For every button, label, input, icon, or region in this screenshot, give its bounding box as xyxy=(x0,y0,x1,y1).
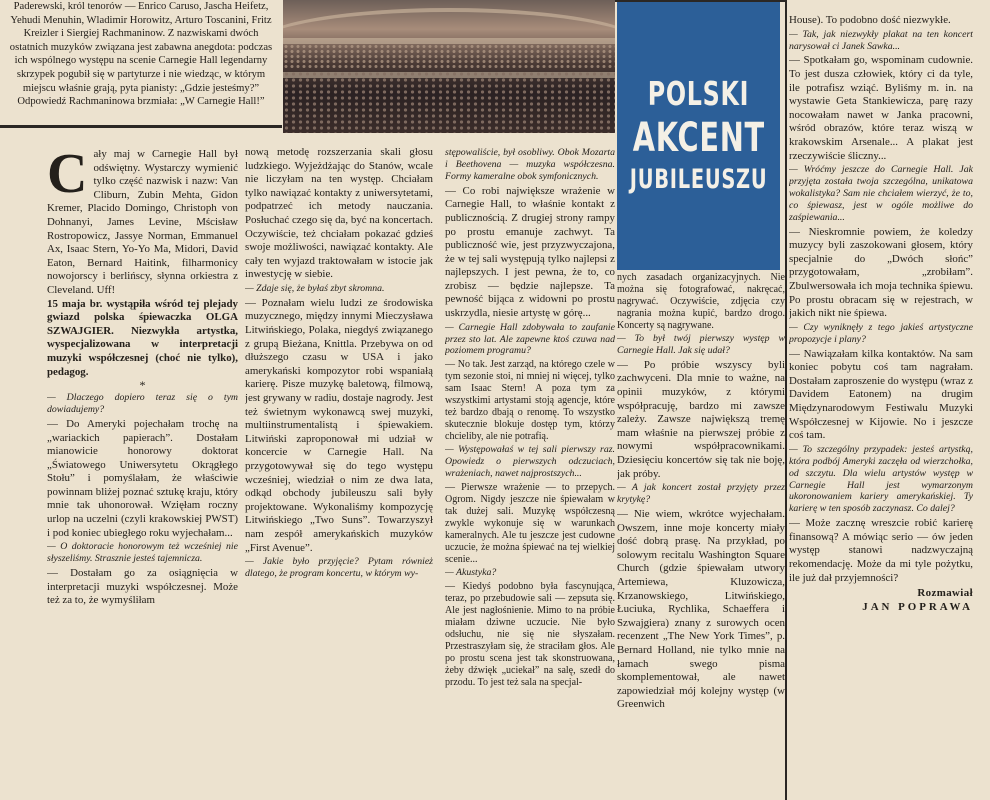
answer: nową metodę rozszerzania skali głosu ludzkiego. Wyjeżdżając do Stanów, wcale nie liczyłam na ten występ. Chciałam tylko nawiązać kontakty z uniwersytetami, podpatrzeć ich metody nauczania. Posłuchać czego się da, być na koncertach. Oczywiście, też chciałam pokazać gdzieś swoje możliwości, nawiązać kontakty. Ale cały ten wyjazd traktowałam w istocie jak inwestycję w siebie. xyxy=(245,146,433,281)
answer: — Spotkałam go, wspominam cudownie. To jest dusza człowiek, który ci da tyle, ile potrafisz wziąć. Byliśmy m. in. na wystawie Geta Stankiewicza, parę razy nocowałam nawet w Janka pracowni, wśród obrazów, które teraz wiszą w krakowskim Arsenale... A plakat jest rzeczywiście śliczny... xyxy=(789,54,973,162)
question: — Wróćmy jeszcze do Carnegie Hall. Jak przyjęta została twoja szczególna, unikatowa wokalistyka? Sam nie chciałem wierzyć, że to, co śpiewasz, jest w ogóle możliwe do zaśpiewania... xyxy=(789,164,973,223)
question: — Jakie było przyjęcie? Pytam również dlatego, że program koncertu, w którym wy- xyxy=(245,556,433,580)
question: — O doktoracie honorowym też wcześniej nie słyszeliśmy. Strasznie jesteś tajemnicza. xyxy=(47,541,238,565)
answer: — No tak. Jest zarząd, na którego czele w tym sezonie stoi, ni mniej ni więcej, tylko sam Isaac Stern! A poza tym za wszystkimi artystami stoją agencje, które też bardzo dbają o renomę. To wszystko skutecznie blokuje dostęp tym, którzy chcieliby, ale nie potrafią. xyxy=(445,359,615,443)
question: — Zdaje się, że byłaś zbyt skromna. xyxy=(245,282,385,294)
question: — Tak, jak niezwykły plakat na ten koncert narysował ci Janek Sawka... xyxy=(789,28,973,52)
drop-cap: C xyxy=(47,148,88,205)
question: — A jak koncert został przyjęty przez krytykę? xyxy=(617,482,785,506)
column-divider xyxy=(785,0,787,800)
photo-audience xyxy=(283,71,615,133)
title-line-1: POLSKI xyxy=(647,74,750,113)
byline-label: Rozmawiał xyxy=(917,587,973,600)
photo-caption xyxy=(0,0,282,128)
answer: House). To podobno dość niezwykłe. xyxy=(789,14,951,26)
section-asterisk: * xyxy=(139,378,146,393)
question: — Carnegie Hall zdobywała to zaufanie przez sto lat. Ale zapewne ktoś czuwa nad poziomem programu? xyxy=(445,321,615,357)
answer: — Nawiązałam kilka kontaktów. Na sam koniec pobytu coś tam nagrałam. Dostałam zaproszenie do występu (wraz z Davidem Eatonem) na drugim Międzynarodowym Festiwalu Muzyki Współczesnej w Kijowie. No i jeszcze coś tam. xyxy=(789,347,973,442)
article-column-2 xyxy=(245,146,433,800)
answer: — Dostałam go za osiągnięcia w interpretacji muzyki współczesnej. Może też za to, że wymyśliłam xyxy=(47,567,238,607)
article-column-4 xyxy=(617,272,785,800)
article-column-1 xyxy=(47,148,238,800)
answer: — Po próbie wszyscy byli zachwyceni. Dla mnie to ważne, na opinii muzyków, z którymi współpracuję, bardzo mi zawsze zależy. Zawsze największą tremę mam właśnie na pierwszej próbie z nowymi współpracownikami. Dziesięciu koncertów się tak nie boję, jak próby. xyxy=(617,358,785,480)
question: — Akustyka? xyxy=(445,567,497,579)
title-panel xyxy=(617,2,780,270)
title-line-3: JUBILEUSZU xyxy=(629,164,768,195)
answer: — Nie wiem, wkrótce wyjechałam. Owszem, inne moje koncerty miały dość dobrą prasę. Na przykład, po solowym recitalu Washington Square Church (gdzie śpiewałam utwory Artemiewa, Kluzowicza, Krzanowskiego, Litwińskiego, Łuciuka, Rychlika, Schaeffera i Szwajgiera) znany z surowych ocen recenzent „The New York Times”, p. Bernard Holland, nie tylko mnie na łamach swego pisma skomplementował, ale nawet zapowiedział mój kolejny występ (w Greenwich xyxy=(617,507,785,711)
answer: — Do Ameryki pojechałam trochę na „wariackich papierach”. Dostałam mianowicie honorowy doktorat „Światowego Uniwersytetu Okrągłego Stołu” i pomyślałam, że właściwie powinnam bliżej poznać sztukę kraju, który mnie tak uhonorował. Wzięłam roczny urlop na uczelni (czyli krakowskiej PWST) i pod koniec ubiegłego roku wyjechałam... xyxy=(47,417,238,539)
question: — Występowałaś w tej sali pierwszy raz. Opowiedz o pierwszych odczuciach, wrażeniach, nawet najprostszych... xyxy=(445,444,615,480)
carnegie-hall-photo xyxy=(283,0,615,133)
intro-paragraph: ały maj w Carnegie Hall był odświętny. Wystarczy wymienić tylko część nazwisk i nazw: Van Cliburn, Zubin Mehta, Gidon Kremer, Placido Domingo, Christoph von Dohnanyi, James Levine, Mścisław Rostropowicz, Jassye Norman, Emmanuel Ax, Isaac Stern, Yo-Yo Ma, Midori, David Eaton, Bernard Haitink, filharmonicy nowojorscy i berlińscy, słynna orkiestra z Cleveland. Uff! xyxy=(47,148,238,296)
article-column-3 xyxy=(445,146,615,800)
question: — To był twój pierwszy występ w Carnegie Hall. Jak się udał? xyxy=(617,333,785,356)
top-rule xyxy=(615,0,787,2)
question: — Dlaczego dopiero teraz się o tym dowiadujemy? xyxy=(47,392,238,415)
answer: — Co robi największe wrażenie w Carnegie Hall, to właśnie kontakt z publicznością. Z drugiej strony rampy po prostu emanuje zachwyt. Ta publiczność wie, jest przyzwyczajona, że w tej sali występują tylko najlepsi z najlepszych. I jest pewna, że to, co zrobisz — będzie najlepsze. Ta pewność bijąca z widowni po prostu uskrzydla, niesie artystę w górę... xyxy=(445,184,615,320)
answer: — Pierwsze wrażenie — to przepych. Ogrom. Nigdy jeszcze nie śpiewałam w tak dużej sali. Muzykę współczesną zwykle wykonuje się w warunkach kameralnych. Ale tu jeszcze jest cudowne uczucie, że można śpiewać na tej wielkiej scenie... xyxy=(445,482,615,566)
answer: — Poznałam wielu ludzi ze środowiska muzycznego, między innymi Mieczysława Litwińskiego, Polaka, niegdyś związanego z grupą Bieżana, Knittla. Przebywa on od dłuższego czasu w USA i jako amerykański kompozytor robi wspaniałą karierę. Pisze muzykę baletową, filmową, jest grywany w radiu, dostaje nagrody. Jest też świetnym wykonawcą swej muzyki, multiinstrumentalistą i śpiewakiem. Litwiński zaproponował mi udział w koncercie w Carnegie Hall. Na przygotowywał się do tego występu wcześniej, wiedział o nim ze dwa lata, odkąd obchody jubileuszu sali były projektowane. Wykonaliśmy kompozycję Litwińskiego „Two Suns”. Towarzyszył nam zespół amerykańskich muzyków „First Avenue”. xyxy=(245,296,433,554)
answer: nych zasadach organizacyjnych. Nie można się fotografować, nakręcać, nagrywać. Oczywiście, zdjęcia czy nagrania można kupić, bardzo drogo. Koncerty są nagrywane. xyxy=(617,272,785,331)
answer: — Nieskromnie powiem, że koledzy muzycy byli zaszokowani głosem, który specjalnie do „Dwóch słońc” przygotowałam, „zrobiłam”. Zbulwersowała ich moja technika śpiewu. Po prostu obracam się w rejestrach, w jakich nikt nie śpiewa. xyxy=(789,225,973,320)
article-column-5 xyxy=(789,14,973,800)
question: — Czy wyniknęły z tego jakieś artystyczne propozycje i plany? xyxy=(789,321,973,345)
caption-text: Paderewski, król tenorów — Enrico Caruso, Jascha Heifetz, Yehudi Menuhin, Wladimir Horowitz, Arturo Toscanini, Fritz Kreizler i Siergiej Rachmaninow. Z nazwiskami dwóch ostatnich muzyków związana jest zabawna anegdota: podczas ich wspólnego występu na scenie Carnegie Hall legendarny skrzypek pogubił się w partyturze i nie wiedząc, w którym miejscu właśnie grają, pyta pianisty: „Gdzie jesteśmy?” Odpowiedź Rachmaninowa brzmiała: „W Carnegie Hall!” xyxy=(9,1,273,108)
answer: — Kiedyś podobno była fascynująca, teraz, po przebudowie sali — zepsuta się. Ale jest nagłośnienie. Mimo to na próbie miałam dziwne uczucie. Nie było odsłuchu, nie się nie słyszałam. Przestraszyłam się, że straciłam głos. Ale po prostu scena jest tak skonstruowana, żeby dźwięk „uciekał” na salę, szedł do przodu. To jest też sala na specjal- xyxy=(445,581,615,688)
title-line-2: AKCENT xyxy=(632,115,765,161)
question: — To szczególny przypadek: jesteś artystką, która podbój Ameryki zaczęła od wierzchołka, od szczytu. Dla wielu artystów występ w Carnegie Hall jest wymarzonym ukoronowaniem kariery amerykańskiej. Ty karierę w ten sposób zaczynasz. Co dalej? xyxy=(789,443,973,515)
answer: — Może zacznę wreszcie robić karierę finansową? A mówiąc serio — ów jeden występ stanowi nadzwyczajną rekomendację. Może da mi tyle pożytku, ile już dał przyjemności? xyxy=(789,517,973,584)
photo-seats xyxy=(283,44,615,70)
byline-name: JAN POPRAWA xyxy=(862,600,973,613)
question: stępowaliście, był osobliwy. Obok Mozarta i Beethovena — muzyka współczesna. Formy kameralne obok symfonicznych. xyxy=(445,147,615,182)
lead-paragraph: 15 maja br. wystąpiła wśród tej plejady gwiazd polska śpiewaczka OLGA SZWAJGIER. Niezwykła artystka, wyspecjalizowana w interpretacji muzyki współczesnej (choć nie tylko), pedagog. xyxy=(47,297,238,378)
byline xyxy=(789,587,973,614)
